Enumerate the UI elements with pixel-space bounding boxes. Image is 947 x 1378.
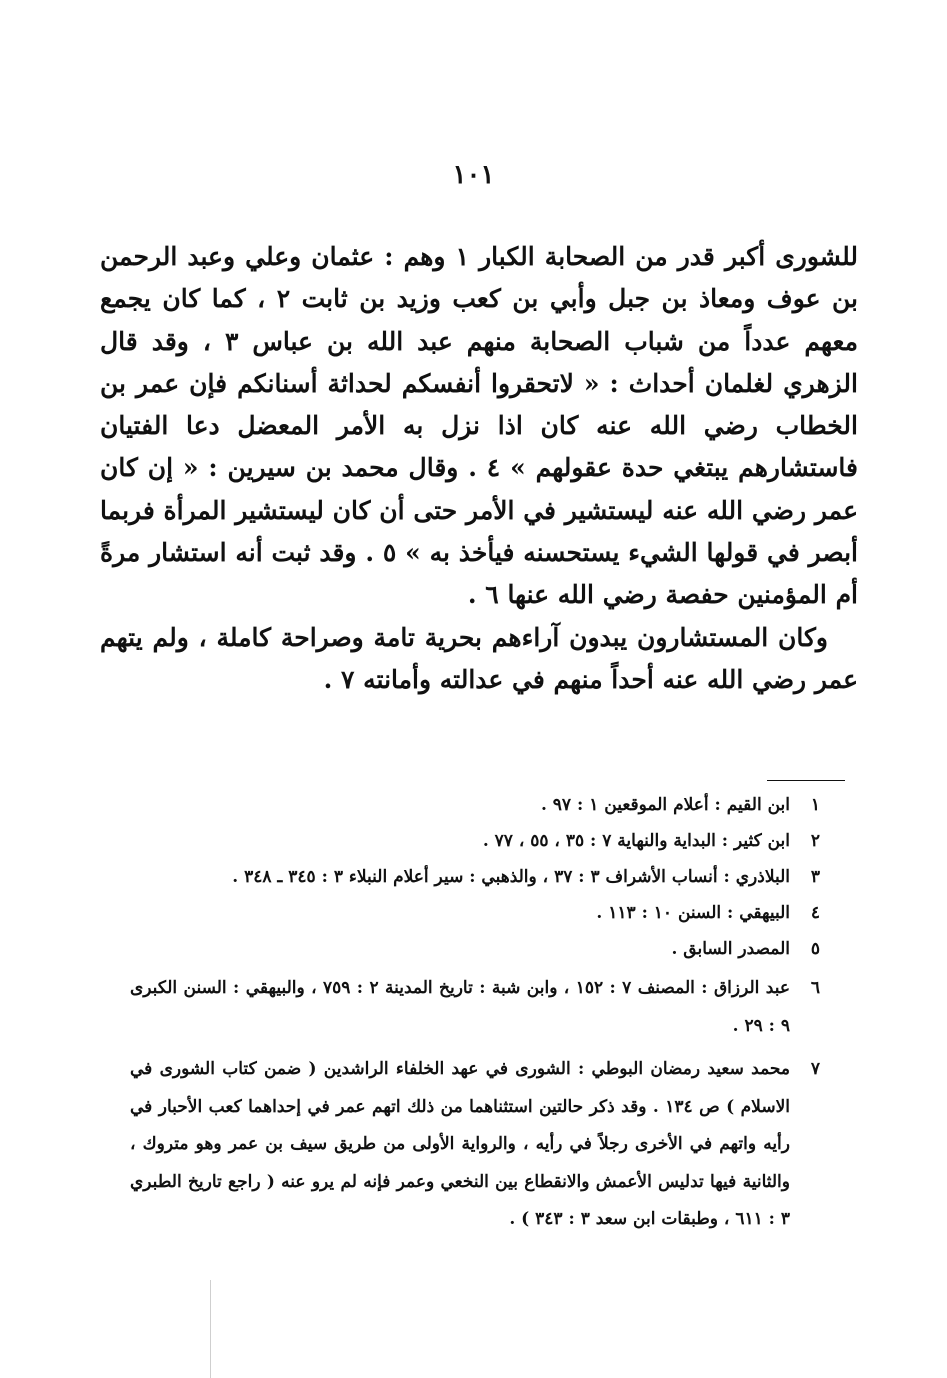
footnote-1 <box>130 790 820 820</box>
footnote-7 <box>130 1051 820 1239</box>
footnote-number: ٦ <box>810 978 820 998</box>
footnote-text: البلاذري : أنساب الأشراف ٣ : ٣٧ ، والذهبي : سير أعلام النبلاء ٣ : ٣٤٥ ـ ٣٤٨ . <box>232 867 790 887</box>
footnotes <box>130 790 820 1245</box>
footnote-text: المصدر السابق . <box>671 939 790 959</box>
footnote-3 <box>130 862 820 892</box>
footnote-number: ٣ <box>810 867 820 887</box>
footnote-text: البيهقي : السنن ١٠ : ١١٣ . <box>596 903 790 923</box>
footnote-4 <box>130 898 820 928</box>
footnote-5 <box>130 934 820 964</box>
footnote-divider <box>767 780 845 781</box>
footnote-text: محمد سعيد رمضان البوطي : الشورى في عهد الخلفاء الراشدين ( ضمن كتاب الشورى في الاسلام ) ص ١٣٤ . وقد ذكر حالتين استثناهما من ذلك اتهم عمر في إحداهما كعب الأحبار في رأيه واتهم في الأخرى رجلاً في رأيه ، والرواية الأولى من طريق سيف بن عمر وهو متروك ، والثانية فيها تدليس الأعمش والانقطاع بين النخعي وعمر فإنه لم يرو عنه ( راجع تاريخ الطبري ٣ : ٦١١ ، وطبقات ابن سعد ٣ : ٣٤٣ ) . <box>130 1059 790 1229</box>
footnote-number: ٥ <box>810 939 820 959</box>
body-paragraph-2: وكان المستشارون يبدون آراءهم بحرية تامة وصراحة كاملة ، ولم يتهم عمر رضي الله عنه أحداً منهم في عدالته وأمانته ٧ . <box>100 622 858 694</box>
scan-artifact-line <box>210 1280 211 1378</box>
footnote-number: ٤ <box>810 903 820 923</box>
footnote-text: ابن كثير : البداية والنهاية ٧ : ٣٥ ، ٥٥ ، ٧٧ . <box>482 831 790 851</box>
footnote-number: ١ <box>810 795 820 815</box>
footnote-6 <box>130 970 820 1045</box>
footnote-number: ٧ <box>810 1059 820 1079</box>
main-text <box>100 236 858 701</box>
footnote-number: ٢ <box>810 831 820 851</box>
footnote-text: عبد الرزاق : المصنف ٧ : ١٥٢ ، وابن شبة : تاريخ المدينة ٢ : ٧٥٩ ، والبيهقي : السنن الكبرى ٩ : ٢٩ . <box>130 978 790 1036</box>
body-paragraph-1: للشورى أكبر قدر من الصحابة الكبار ١ وهم : عثمان وعلي وعبد الرحمن بن عوف ومعاذ بن جبل وأبي بن كعب وزيد بن ثابت ٢ ، كما كان يجمع معهم عدداً من شباب الصحابة منهم عبد الله بن عباس ٣ ، وقد قال الزهري لغلمان أحداث : « لاتحقروا أنفسكم لحداثة أسنانكم فإن عمر بن الخطاب رضي الله عنه كان اذا نزل به الأمر المعضل دعا الفتيان فاستشارهم يبتغي حدة عقولهم » ٤ . وقال محمد بن سيرين : « إن كان عمر رضي الله عنه ليستشير في الأمر حتى أن كان ليستشير المرأة فربما أبصر في قولها الشيء يستحسنه فيأخذ به » ٥ . وقد ثبت أنه استشار مرةً أم المؤمنين حفصة رضي الله عنها ٦ . <box>100 242 859 610</box>
page-number: ١٠١ <box>452 160 495 190</box>
footnote-2 <box>130 826 820 856</box>
footnote-text: ابن القيم : أعلام الموقعين ١ : ٩٧ . <box>540 795 790 815</box>
